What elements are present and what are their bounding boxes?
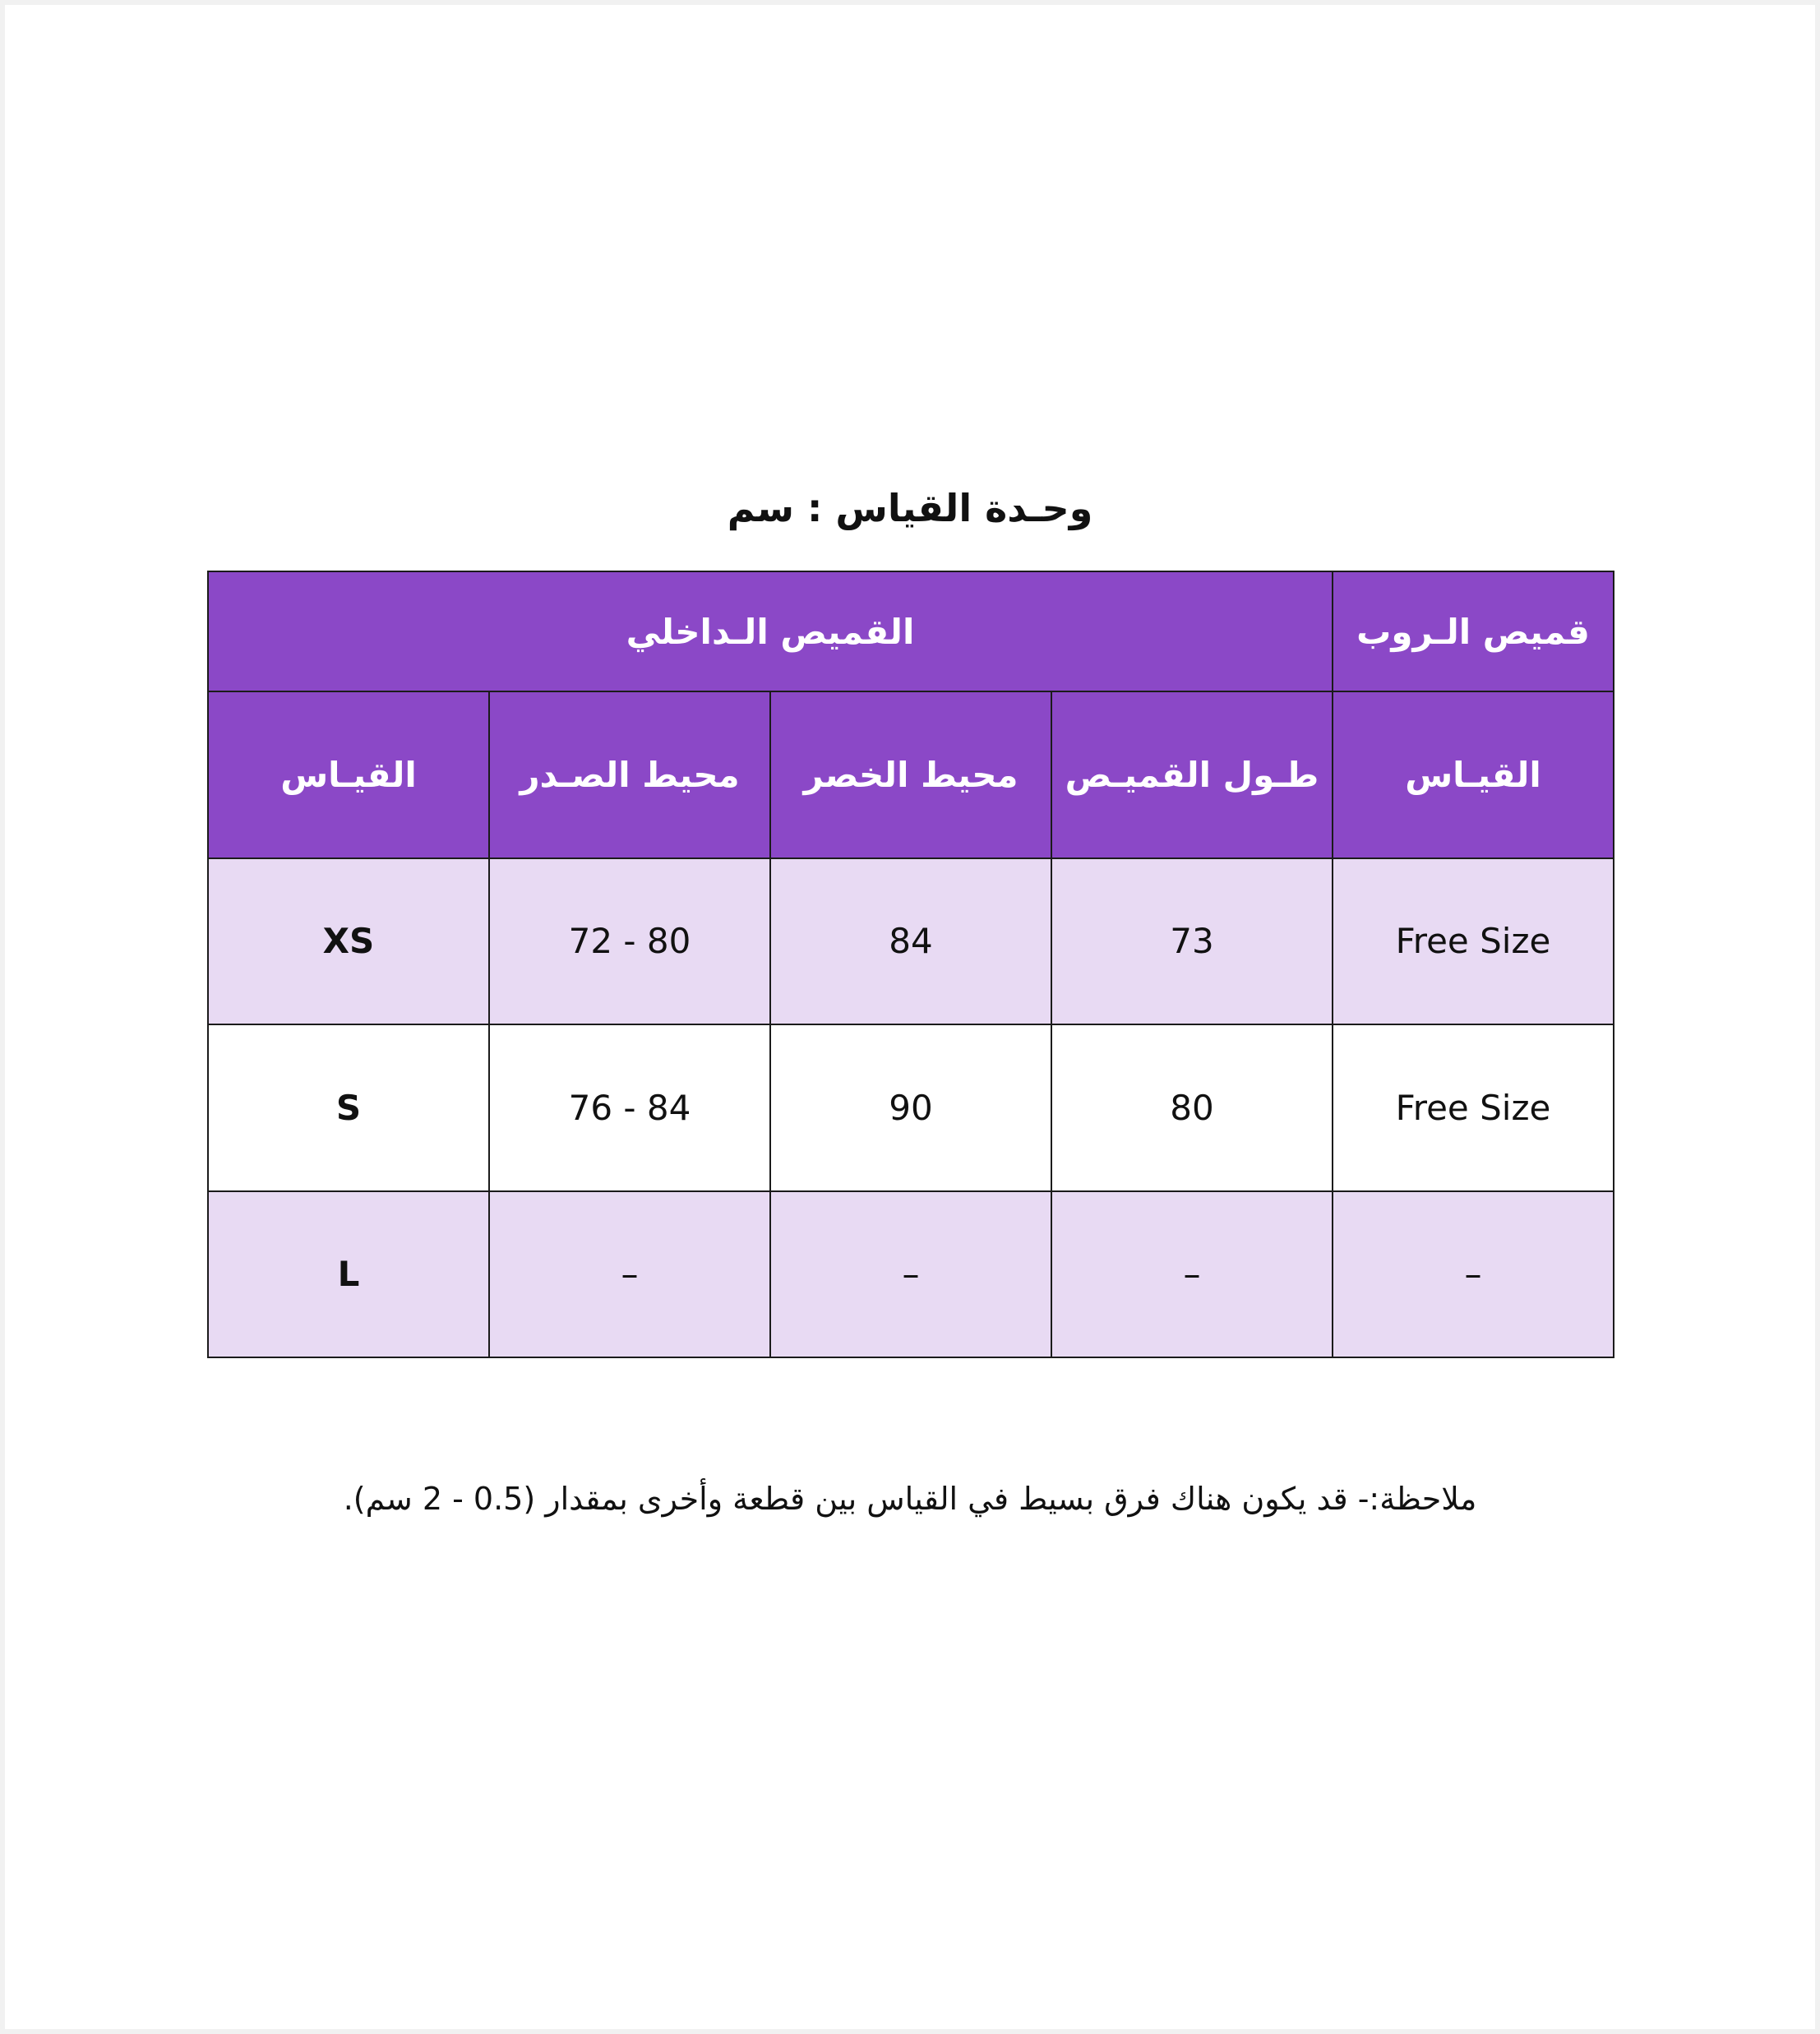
waist-cell: 90 xyxy=(770,1024,1051,1190)
length-cell: 73 xyxy=(1051,858,1333,1024)
page-title: وحـدة القياس : سم xyxy=(727,486,1093,530)
size-chart-table xyxy=(207,571,1614,1358)
chest-column-header: محيط الصـدر xyxy=(489,691,770,858)
table-row xyxy=(208,858,1614,1024)
table-row xyxy=(208,1191,1614,1357)
measurement-note: ملاحظة:- قد يكون هناك فرق بسيط في القياس بين قطعة وأخرى بمقدار (0.5 - 2 سم). xyxy=(343,1481,1477,1517)
length-cell: 80 xyxy=(1051,1024,1333,1190)
table-row xyxy=(208,1024,1614,1190)
table-column-header-row xyxy=(208,691,1614,858)
table-group-header-row xyxy=(208,571,1614,691)
waist-cell: 84 xyxy=(770,858,1051,1024)
chest-cell: – xyxy=(489,1191,770,1357)
robe-size-cell: Free Size xyxy=(1333,1024,1614,1190)
inner-shirt-group-header: القميص الـداخلي xyxy=(208,571,1333,691)
chest-cell: 72 - 80 xyxy=(489,858,770,1024)
size-cell: S xyxy=(208,1024,489,1190)
robe-size-cell: – xyxy=(1333,1191,1614,1357)
waist-column-header: محيط الخصر xyxy=(770,691,1051,858)
chest-cell: 76 - 84 xyxy=(489,1024,770,1190)
length-column-header: طـول القميـص xyxy=(1051,691,1333,858)
page xyxy=(5,5,1815,2029)
waist-cell: – xyxy=(770,1191,1051,1357)
length-cell: – xyxy=(1051,1191,1333,1357)
robe-size-cell: Free Size xyxy=(1333,858,1614,1024)
inner-size-column-header: القيـاس xyxy=(208,691,489,858)
size-cell: L xyxy=(208,1191,489,1357)
robe-shirt-group-header: قميص الـروب xyxy=(1333,571,1614,691)
size-cell: XS xyxy=(208,858,489,1024)
robe-size-column-header: القيـاس xyxy=(1333,691,1614,858)
